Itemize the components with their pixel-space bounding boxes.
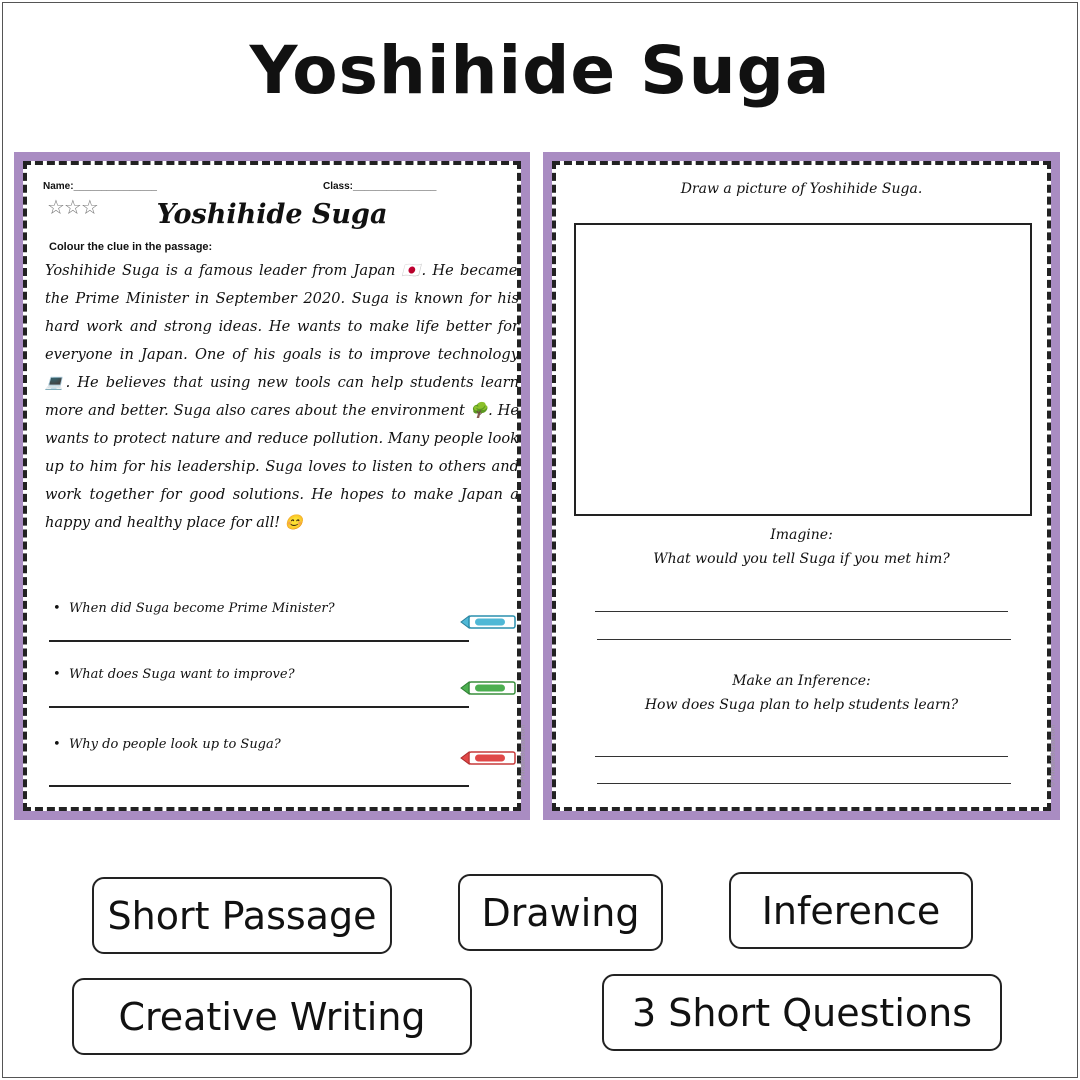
green-crayon-icon <box>459 679 519 697</box>
imagine-writing-line-1[interactable] <box>595 611 1008 612</box>
tag-creative-writing: Creative Writing <box>72 978 472 1055</box>
worksheet-title: Yoshihide Suga <box>156 199 388 230</box>
question-1 <box>53 601 335 616</box>
tag-drawing: Drawing <box>458 874 663 951</box>
worksheet-page-passage <box>14 152 530 820</box>
inference-writing-line-2[interactable] <box>597 783 1011 784</box>
question-text: What does Suga want to improve? <box>68 667 295 682</box>
inference-writing-line-1[interactable] <box>595 756 1008 757</box>
blue-crayon-icon <box>459 613 519 631</box>
bullet: • <box>53 737 61 752</box>
worksheet-page-drawing <box>543 152 1060 820</box>
answer-line-3[interactable] <box>49 785 469 787</box>
reading-passage: Yoshihide Suga is a famous leader from Japan 🇯🇵. He became the Prime Minister in September 2020. Suga is known for his hard work and strong ideas. He wants to make life better for everyone in Japan. One of his goals is to improve technology 💻. He believes that using new tools can help students learn more and better. Suga also cares about the environment 🌳. He wants to protect nature and reduce pollution. Many people look up to him for his leadership. Suga loves to listen to others and work together for good solutions. He hopes to make Japan a happy and healthy place for all! 😊 <box>45 262 519 531</box>
drawing-box[interactable] <box>574 223 1032 516</box>
question-text: When did Suga become Prime Minister? <box>68 601 335 616</box>
imagine-question: What would you tell Suga if you met him? <box>653 551 950 567</box>
watermark: © PrintableBazaar.com <box>520 725 526 787</box>
name-field: Name:_______________ <box>43 181 157 192</box>
imagine-writing-line-2[interactable] <box>597 639 1011 640</box>
answer-line-1[interactable] <box>49 640 469 642</box>
imagine-label: Imagine: <box>770 527 833 543</box>
bullet: • <box>53 601 61 616</box>
tag-short-passage: Short Passage <box>92 877 392 954</box>
page-inner-passage <box>23 161 526 811</box>
inference-label: Make an Inference: <box>732 673 871 689</box>
watermark: © PrintableBazaar.com <box>1050 725 1056 787</box>
inference-question: How does Suga plan to help students learn? <box>644 697 959 713</box>
instruction-text: Colour the clue in the passage: <box>49 241 213 253</box>
tag-short-questions: 3 Short Questions <box>602 974 1002 1051</box>
page-inner-drawing <box>552 161 1056 811</box>
main-title: Yoshihide Suga <box>249 32 831 109</box>
draw-caption: Draw a picture of Yoshihide Suga. <box>680 181 923 197</box>
class-field: Class:_______________ <box>323 181 437 192</box>
bullet: • <box>53 667 61 682</box>
red-crayon-icon <box>459 749 519 767</box>
answer-line-2[interactable] <box>49 706 469 708</box>
question-3 <box>53 737 281 752</box>
question-text: Why do people look up to Suga? <box>68 737 281 752</box>
rating-stars-icon: ☆☆☆ <box>47 197 98 219</box>
question-2 <box>53 667 295 682</box>
tag-inference: Inference <box>729 872 973 949</box>
